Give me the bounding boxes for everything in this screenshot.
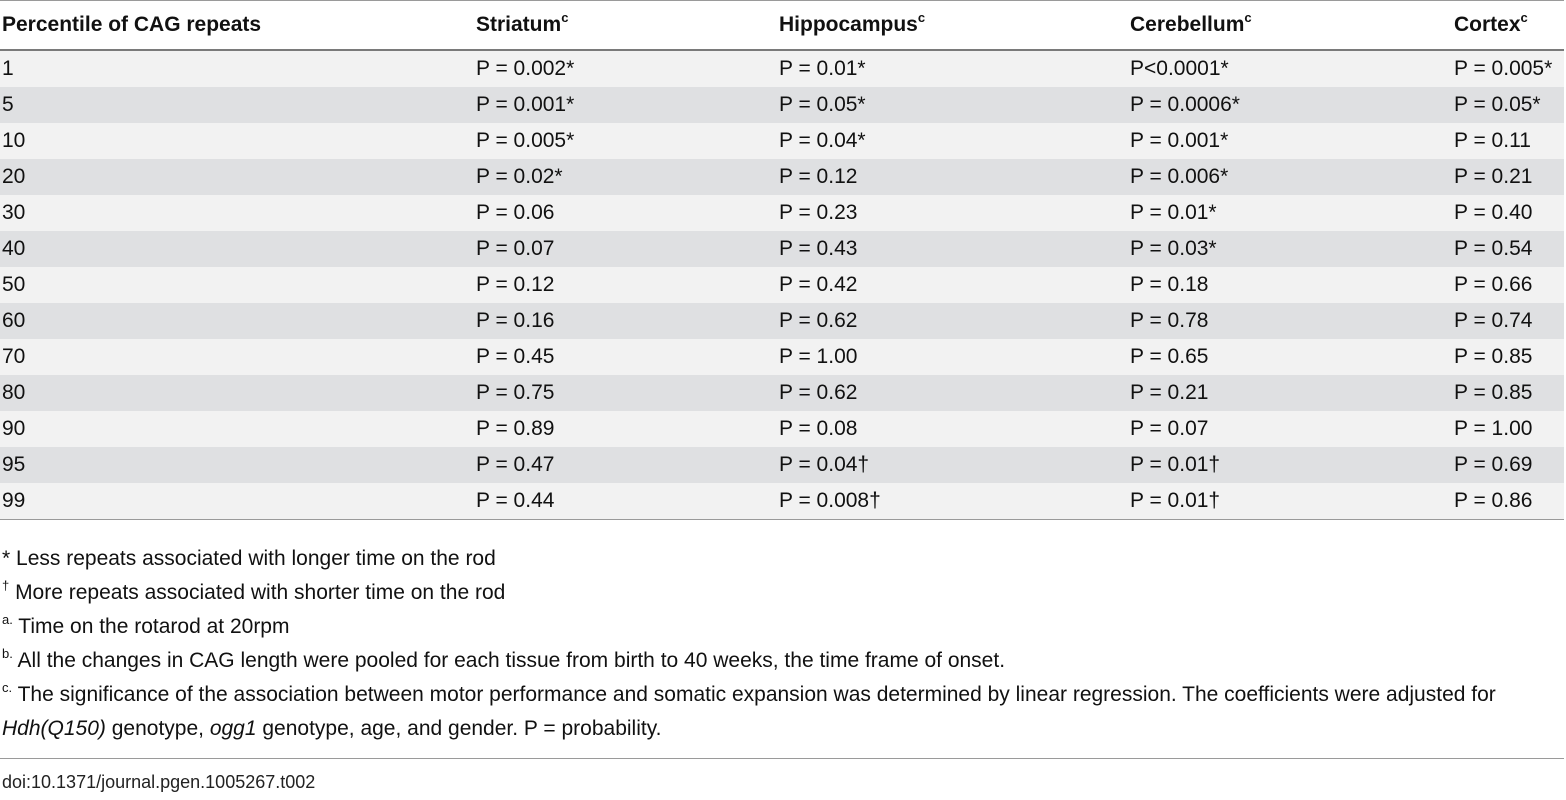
- p-value-cell: P = 0.18: [1128, 267, 1452, 303]
- table-row: [0, 195, 1564, 231]
- table-row: [0, 483, 1564, 519]
- p-value-cell: P = 0.16: [474, 303, 777, 339]
- footnote-text: Less repeats associated with longer time on the rod: [10, 547, 496, 570]
- p-value-cell: P = 0.54: [1452, 231, 1564, 267]
- p-value-cell: P = 0.04*: [777, 123, 1128, 159]
- p-value-cell: P = 0.62: [777, 375, 1128, 411]
- footnote-mark: a.: [2, 612, 13, 627]
- p-value-cell: P = 0.78: [1128, 303, 1452, 339]
- p-value-cell: P = 0.12: [474, 267, 777, 303]
- table-row: [0, 303, 1564, 339]
- column-header-footnote-mark: c: [917, 10, 926, 25]
- percentile-cell: 99: [0, 483, 474, 519]
- p-value-cell: P = 0.05*: [1452, 87, 1564, 123]
- footnote-star: [2, 542, 1522, 576]
- p-value-cell: P = 0.08: [777, 411, 1128, 447]
- p-value-cell: P = 0.006*: [1128, 159, 1452, 195]
- p-value-cell: P = 0.74: [1452, 303, 1564, 339]
- p-value-cell: P = 0.47: [474, 447, 777, 483]
- p-value-cell: P = 0.12: [777, 159, 1128, 195]
- footnote-text: Time on the rotarod at 20rpm: [12, 615, 290, 638]
- footnote-b: [2, 644, 1522, 678]
- column-header: [0, 1, 474, 50]
- p-value-cell: P = 0.02*: [474, 159, 777, 195]
- table-row: [0, 375, 1564, 411]
- footnote-text: genotype, age, and gender. P = probability.: [256, 717, 662, 740]
- percentile-cell: 70: [0, 339, 474, 375]
- percentile-cell: 30: [0, 195, 474, 231]
- p-value-cell: P = 0.43: [777, 231, 1128, 267]
- p-value-cell: P = 0.05*: [777, 87, 1128, 123]
- column-header-label: Hippocampus: [779, 13, 918, 36]
- p-value-cell: P = 0.008†: [777, 483, 1128, 519]
- percentile-cell: 95: [0, 447, 474, 483]
- table-row: [0, 447, 1564, 483]
- table-row: [0, 50, 1564, 87]
- footnote-mark: *: [2, 547, 11, 570]
- p-value-cell: P = 0.01*: [777, 50, 1128, 87]
- p-value-cell: P = 0.65: [1128, 339, 1452, 375]
- p-value-cell: P = 0.21: [1452, 159, 1564, 195]
- table-header-row: [0, 1, 1564, 50]
- column-header-label: Cortex: [1454, 13, 1521, 36]
- p-value-cell: P = 0.85: [1452, 339, 1564, 375]
- footnote-text: The significance of the association between motor performance and somatic expansion was determined by linear regression. The coefficients were adjusted for: [12, 683, 1496, 706]
- column-header: [1452, 1, 1564, 50]
- p-value-cell: P = 0.69: [1452, 447, 1564, 483]
- column-header-footnote-mark: c: [1520, 10, 1528, 25]
- footnote-mark: †: [2, 578, 10, 593]
- p-value-cell: P = 1.00: [777, 339, 1128, 375]
- column-header-footnote-mark: c: [1244, 10, 1252, 25]
- p-value-cell: P = 1.00: [1452, 411, 1564, 447]
- footnote-mark: b.: [2, 646, 13, 661]
- table-bottom-rule: [0, 519, 1564, 520]
- footnote-dagger: [2, 576, 1522, 610]
- table-row: [0, 123, 1564, 159]
- percentile-cell: 1: [0, 50, 474, 87]
- column-header-label: Percentile of CAG repeats: [2, 13, 262, 36]
- footnote-text: All the changes in CAG length were pooled for each tissue from birth to 40 weeks, the time frame of onset.: [12, 649, 1006, 672]
- p-value-cell: P = 0.01*: [1128, 195, 1452, 231]
- p-value-cell: P = 0.11: [1452, 123, 1564, 159]
- footnotes: [2, 542, 1522, 746]
- column-header: [474, 1, 777, 50]
- percentile-cell: 20: [0, 159, 474, 195]
- p-value-cell: P = 0.23: [777, 195, 1128, 231]
- p-value-cell: P = 0.40: [1452, 195, 1564, 231]
- column-header: [777, 1, 1128, 50]
- p-value-cell: P = 0.42: [777, 267, 1128, 303]
- percentile-cell: 10: [0, 123, 474, 159]
- p-value-cell: P = 0.85: [1452, 375, 1564, 411]
- footer-rule: [0, 758, 1564, 759]
- percentile-cell: 80: [0, 375, 474, 411]
- p-value-cell: P = 0.001*: [474, 87, 777, 123]
- column-header: [1128, 1, 1452, 50]
- p-value-cell: P = 0.07: [1128, 411, 1452, 447]
- p-value-cell: P = 0.21: [1128, 375, 1452, 411]
- p-value-cell: P = 0.89: [474, 411, 777, 447]
- table-row: [0, 339, 1564, 375]
- p-value-cell: P = 0.86: [1452, 483, 1564, 519]
- footnote-text: genotype,: [105, 717, 210, 740]
- percentile-cell: 5: [0, 87, 474, 123]
- footnote-text: More repeats associated with shorter time on the rod: [9, 581, 506, 604]
- p-value-cell: P = 0.005*: [474, 123, 777, 159]
- p-value-cell: P = 0.44: [474, 483, 777, 519]
- percentile-cell: 60: [0, 303, 474, 339]
- p-value-cell: P = 0.01†: [1128, 483, 1452, 519]
- p-value-cell: P = 0.45: [474, 339, 777, 375]
- p-value-cell: P = 0.005*: [1452, 50, 1564, 87]
- footnote-c: [2, 678, 1522, 746]
- table-row: [0, 267, 1564, 303]
- table-body: [0, 50, 1564, 519]
- p-value-cell: P = 0.04†: [777, 447, 1128, 483]
- p-value-cell: P = 0.001*: [1128, 123, 1452, 159]
- percentile-cell: 50: [0, 267, 474, 303]
- p-value-cell: P = 0.75: [474, 375, 777, 411]
- doi-link[interactable]: doi:10.1371/journal.pgen.1005267.t002: [2, 772, 316, 792]
- p-value-cell: P = 0.03*: [1128, 231, 1452, 267]
- footnote-italic-term: ogg1: [209, 717, 257, 740]
- p-value-cell: P = 0.07: [474, 231, 777, 267]
- p-value-cell: P = 0.002*: [474, 50, 777, 87]
- footnote-italic-term: Hdh(Q150): [2, 717, 106, 740]
- percentile-cell: 40: [0, 231, 474, 267]
- column-header-footnote-mark: c: [561, 10, 569, 25]
- footnote-mark: c.: [2, 680, 13, 695]
- column-header-label: Striatum: [476, 13, 562, 36]
- p-value-cell: P = 0.06: [474, 195, 777, 231]
- column-header-label: Cerebellum: [1130, 13, 1245, 36]
- p-value-cell: P = 0.66: [1452, 267, 1564, 303]
- p-value-cell: P = 0.0006*: [1128, 87, 1452, 123]
- table-row: [0, 87, 1564, 123]
- percentile-cell: 90: [0, 411, 474, 447]
- p-value-cell: P = 0.01†: [1128, 447, 1452, 483]
- table-row: [0, 159, 1564, 195]
- table-row: [0, 411, 1564, 447]
- table-row: [0, 231, 1564, 267]
- p-value-cell: P<0.0001*: [1128, 50, 1452, 87]
- results-table: [0, 1, 1564, 519]
- footnote-a: [2, 610, 1522, 644]
- p-value-cell: P = 0.62: [777, 303, 1128, 339]
